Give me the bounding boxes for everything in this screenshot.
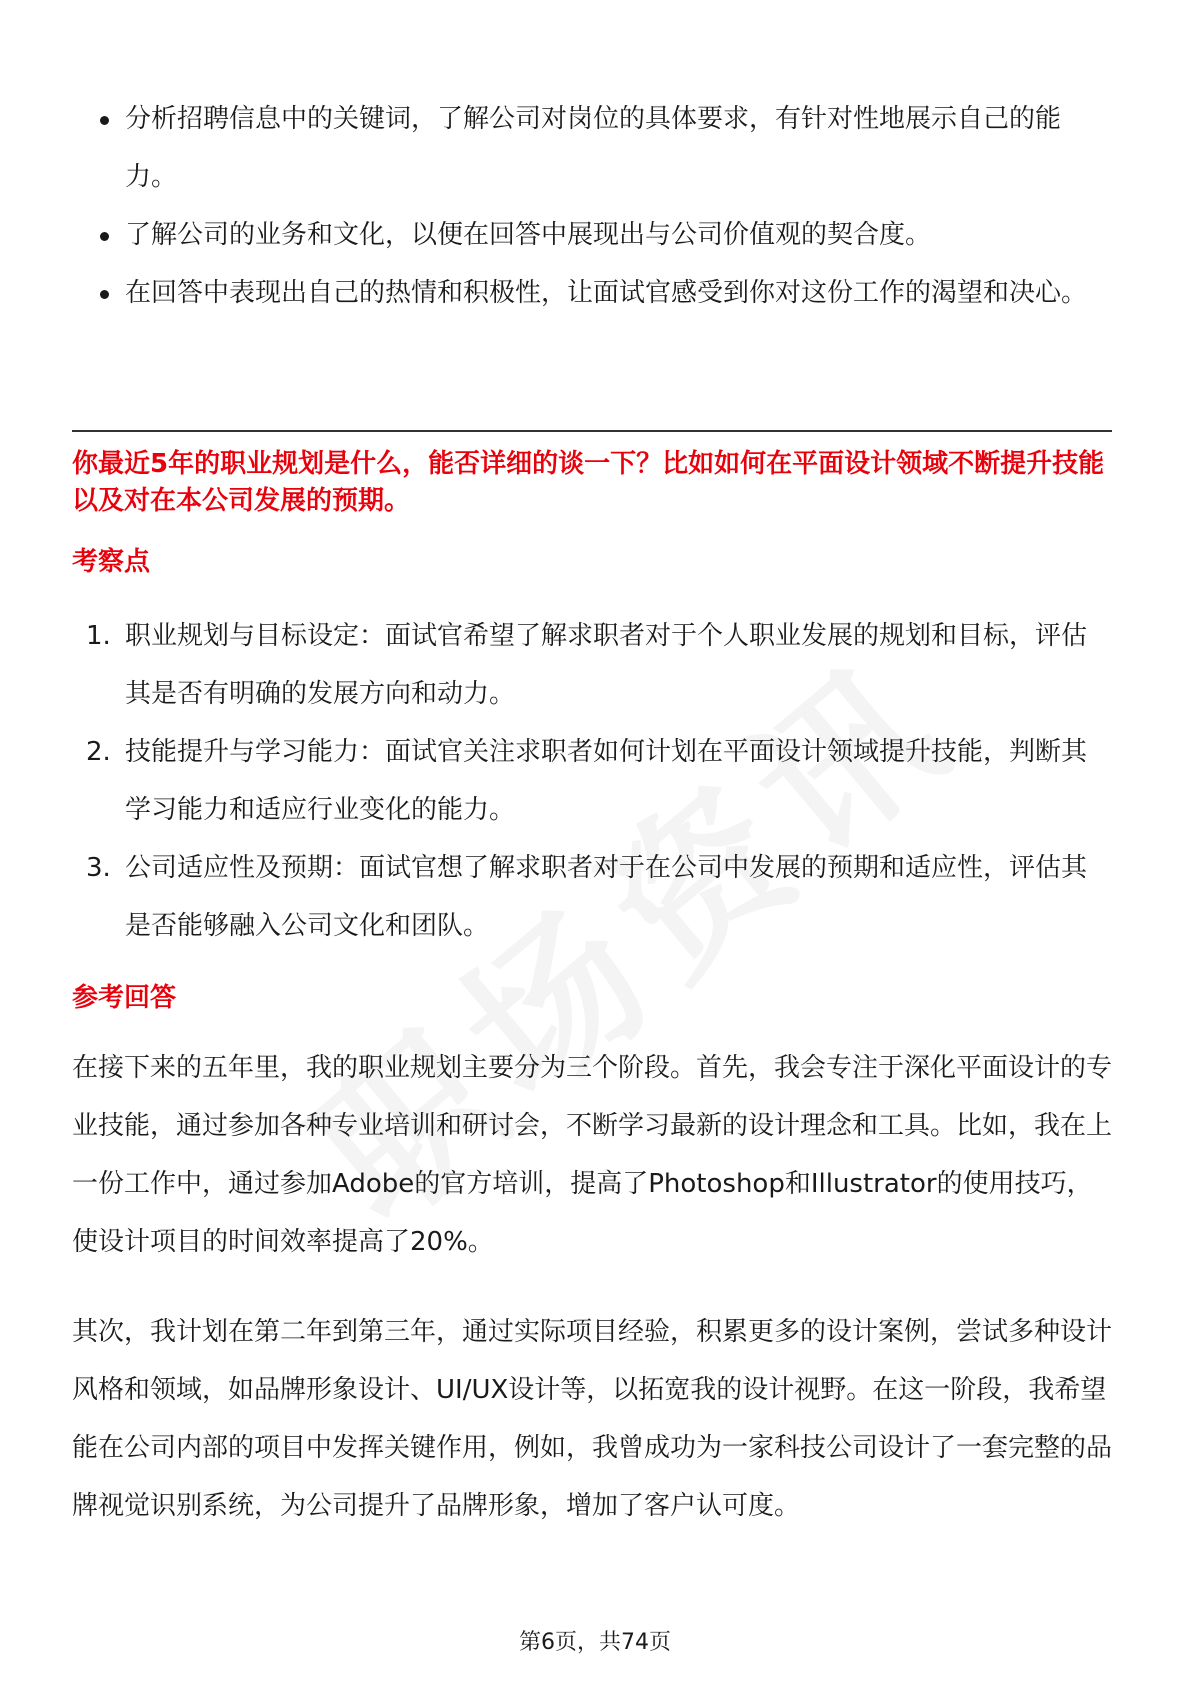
bullet-item [72,264,1112,322]
bullet-item [72,206,1112,264]
answer-heading: 参考回答 [72,983,177,1013]
focus-item-text: 公司适应性及预期：面试官想了解求职者对于在公司中发展的预期和适应性，评估其是否能够融入公司文化和团队。 [125,853,1088,941]
bullet-text: 在回答中表现出自己的热情和积极性，让面试官感受到你对这份工作的渴望和决心。 [125,278,1088,308]
focus-item-text: 职业规划与目标设定：面试官希望了解求职者对于个人职业发展的规划和目标，评估其是否有明确的发展方向和动力。 [125,621,1088,709]
focus-item-text: 技能提升与学习能力：面试官关注求职者如何计划在平面设计领域提升技能，判断其学习能力和适应行业变化的能力。 [125,737,1088,825]
focus-item-number: 1. [86,621,111,651]
focus-item-number: 2. [86,737,111,767]
bullet-list [72,90,1112,322]
focus-heading: 考察点 [72,547,151,577]
section-divider [72,430,1112,432]
bullet-dot-icon [100,290,109,299]
focus-item [72,723,1112,839]
answer-paragraph: 其次，我计划在第二年到第三年，通过实际项目经验，积累更多的设计案例，尝试多种设计风格和领域，如品牌形象设计、UI/UX设计等，以拓宽我的设计视野。在这一阶段，我希望能在公司内部的项目中发挥关键作用，例如，我曾成功为一家科技公司设计了一套完整的品牌视觉识别系统，为公司提升了品牌形象，增加了客户认可度。 [72,1317,1113,1521]
interview-question: 你最近5年的职业规划是什么，能否详细的谈一下？比如如何在平面设计领域不断提升技能以及对在本公司发展的预期。 [72,449,1105,516]
bullet-text: 分析招聘信息中的关键词，了解公司对岗位的具体要求，有针对性地展示自己的能力。 [125,104,1062,192]
bullet-dot-icon [100,116,109,125]
answer-paragraph: 在接下来的五年里，我的职业规划主要分为三个阶段。首先，我会专注于深化平面设计的专业技能，通过参加各种专业培训和研讨会，不断学习最新的设计理念和工具。比如，我在上一份工作中，通过参加Adobe的官方培训，提高了Photoshop和Illustrator的使用技巧，使设计项目的时间效率提高了20%。 [72,1053,1113,1257]
bullet-dot-icon [100,232,109,241]
bullet-text: 了解公司的业务和文化，以便在回答中展现出与公司价值观的契合度。 [125,220,932,250]
focus-item [72,607,1112,723]
focus-list [72,607,1112,955]
focus-item-number: 3. [86,853,111,883]
focus-item [72,839,1112,955]
bullet-item [72,90,1112,206]
page-number: 第6页，共74页 [519,1630,671,1655]
